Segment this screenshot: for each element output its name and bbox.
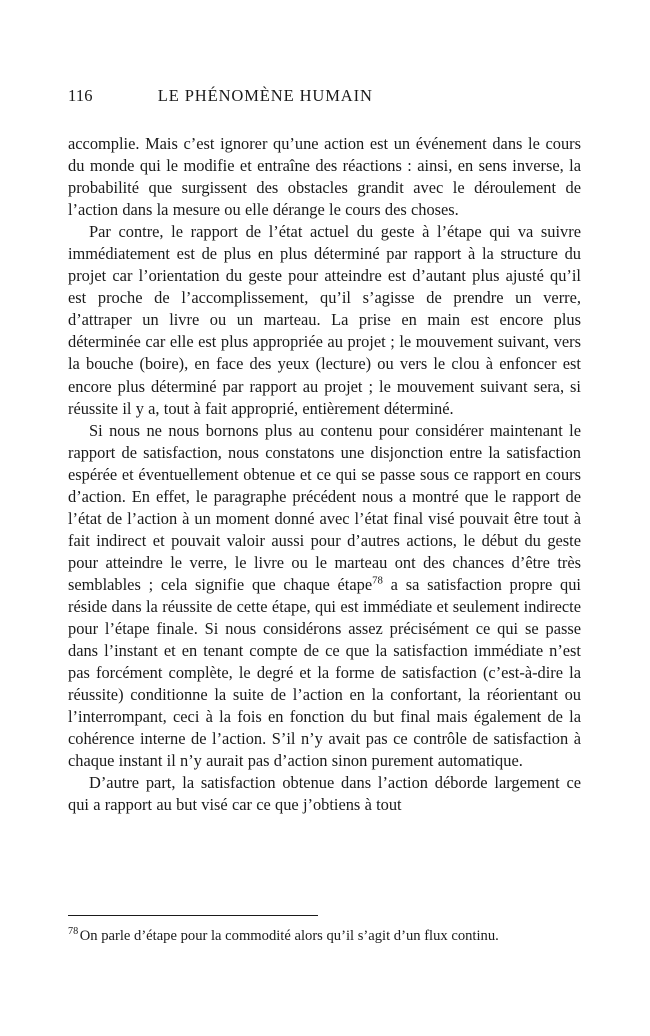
footnote-marker-78: 78 xyxy=(68,926,79,938)
paragraph-3-text-before-footnote-ref: Si nous ne nous bornons plus au contenu pour considérer maintenant le rapport de satisfaction, nous constatons une disjonction entre la satisfaction espérée et éventuellement obtenue et ce qui se passe sous ce rapport en cours d’action. En effet, le paragraphe précédent nous a montré que le rapport de l’état de l’action à un moment donné avec l’état final visé pouvait être tout à fait indirect et pouvait valoir aussi pour d’autres actions, le début du geste pour atteindre le verre, le livre ou le marteau ont des chances d’être très semblables ; cela signifie que chaque étape xyxy=(68,420,581,594)
footnote-area xyxy=(68,915,581,946)
paragraph-3 xyxy=(68,420,581,773)
running-head-title: LE PHÉNOMÈNE HUMAIN xyxy=(157,86,373,105)
page-number: 116 xyxy=(68,86,93,105)
paragraph-4: D’autre part, la satisfaction obtenue dans l’action déborde largement ce qui a rapport au but visé car ce que j’obtiens à tout xyxy=(68,773,581,815)
footnote-separator-rule xyxy=(68,915,318,916)
footnote-text-78: On parle d’étape pour la commodité alors qu’il s’agit d’un flux continu. xyxy=(79,928,499,944)
footnote-78 xyxy=(68,927,581,946)
body-text-block xyxy=(68,133,581,816)
running-header xyxy=(68,86,580,110)
paragraph-2: Par contre, le rapport de l’état actuel du geste à l’étape qui va suivre immédiatement est de plus en plus déterminé par rapport à la structure du projet car l’orientation du geste pour atteindre est d’autant plus ajusté qu’il est proche de l’accomplissement, qu’il s’agisse de prendre un verre, d’attraper un livre ou un marteau. La prise en main est encore plus déterminée car elle est plus appropriée au projet ; le mouvement suivant, vers la bouche (boire), en face des yeux (lecture) ou vers le clou à enfoncer est encore plus déterminé par rapport au projet ; le mouvement suivant sera, si réussite il y a, tout à fait approprié, entièrement déterminé. xyxy=(68,222,581,418)
paragraph-3-text-after-footnote-ref: a sa satisfaction propre qui réside dans la réussite de cette étape, qui est immédiate et seulement indirecte pour l’étape finale. Si nous considérons assez précisément ce qui se passe dans l’instant et en tenant compte de ce que la satisfaction immédiate n’est pas forcément complète, le degré et la forme de satisfaction (c’est-à-dire la réussite) conditionne la suite de l’action en la confortant, la réorientant ou l’interrompant, ceci à la fois en fonction du but final mais également de la cohérence interne de l’action. S’il n’y avait pas ce contrôle de satisfaction à chaque instant il n’y aurait pas d’action sinon purement automatique. xyxy=(68,574,581,771)
paragraph-1: accomplie. Mais c’est ignorer qu’une action est un événement dans le cours du monde qui le modifie et entraîne des réactions : ainsi, en sens inverse, la probabilité que surgissent des obstacles grandit avec le déroulement de l’action dans la mesure ou elle dérange le cours des choses. xyxy=(68,134,581,220)
footnote-reference-78[interactable]: 78 xyxy=(372,574,383,587)
